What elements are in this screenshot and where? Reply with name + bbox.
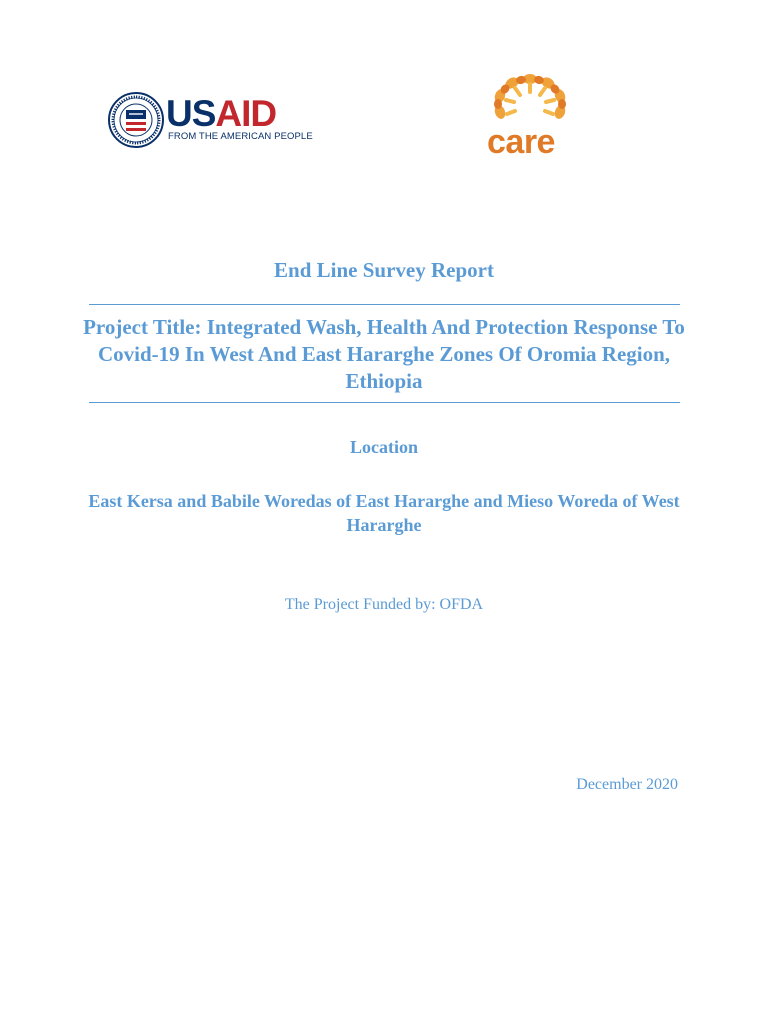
usaid-wordmark-us: US (166, 93, 216, 134)
usaid-logo (108, 92, 313, 148)
usaid-wordmark-aid: AID (215, 93, 277, 134)
title-divider-top (89, 304, 680, 305)
location-heading: Location (349, 437, 418, 457)
report-date: December 2020 (576, 776, 678, 793)
location-text: East Kersa and Babile Woredas of East Hararghe and Mieso Woreda of West Hararghe (88, 491, 680, 535)
care-wordmark: care (487, 123, 555, 161)
report-title: End Line Survey Report (274, 258, 494, 282)
usaid-wordmark (166, 95, 276, 132)
project-title: Project Title: Integrated Wash, Health And Protection Response To Covid-19 In West And East Hararghe Zones Of Oromia Region, Ethiopia (83, 315, 685, 393)
care-logo (484, 72, 580, 160)
usaid-seal-icon (108, 92, 164, 148)
title-divider-bottom (89, 402, 680, 403)
usaid-tagline: FROM THE AMERICAN PEOPLE (168, 131, 313, 142)
funded-by-text: The Project Funded by: OFDA (284, 596, 484, 613)
